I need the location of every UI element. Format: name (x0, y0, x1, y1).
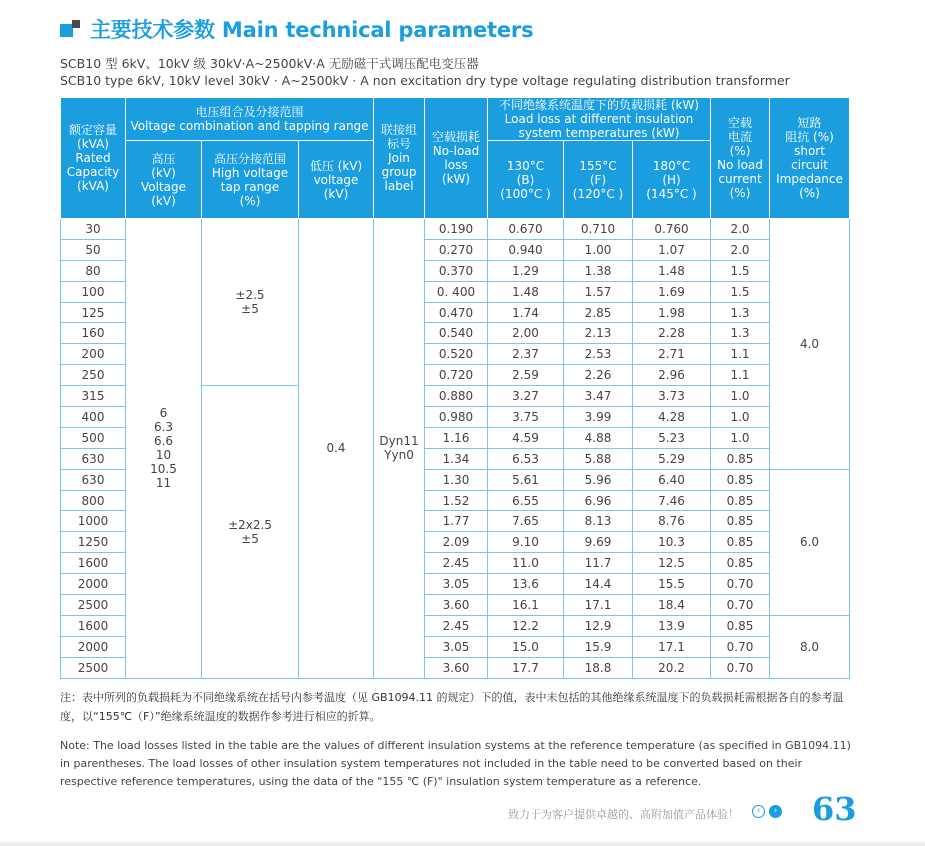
cell-capacity: 160 (61, 323, 126, 344)
header-no-load-loss: 空载损耗 No-load loss (kW) (425, 98, 488, 219)
cell-tap-range-b: ±2x2.5 ±5 (202, 386, 299, 678)
cell-load-loss-b: 9.10 (488, 532, 564, 553)
cell-load-loss-b: 15.0 (488, 636, 564, 657)
cell-no-load-loss: 0.880 (425, 386, 488, 407)
cell-no-load-loss: 3.05 (425, 574, 488, 595)
note-chinese: 注：表中所列的负载损耗为不同绝缘系统在括号内参考温度（见 GB1094.11 的规定）下的值，表中未包括的其他绝缘系统温度下的负载损耗需根据各自的参考温度，以“155℃（F）”绝缘系统温度的数据作参考进行相应的折算。 (60, 691, 844, 723)
cell-capacity: 125 (61, 302, 126, 323)
cell-capacity: 80 (61, 260, 126, 281)
header-high-voltage: 高压 (kV) Voltage (kV) (126, 141, 202, 219)
cell-load-loss-h: 5.23 (633, 427, 711, 448)
cell-load-loss-f: 14.4 (564, 574, 633, 595)
subtitle-cn: SCB10 型 6kV、10kV 级 30kV·A~2500kV·A 无励磁干式调压配电变压器 (60, 56, 479, 71)
page-heading (60, 14, 533, 44)
cell-load-loss-b: 5.61 (488, 469, 564, 490)
header-temp-f: 155°C (F) (120°C ) (564, 141, 633, 219)
cell-capacity: 315 (61, 386, 126, 407)
cell-load-loss-b: 13.6 (488, 574, 564, 595)
cell-load-loss-b: 4.59 (488, 427, 564, 448)
cell-no-load-current: 1.0 (711, 407, 770, 428)
cell-capacity: 1250 (61, 532, 126, 553)
cell-capacity: 500 (61, 427, 126, 448)
cell-load-loss-b: 17.7 (488, 657, 564, 678)
note-english: Note: The load losses listed in the table are the values of different insulation systems at the reference temperature (as specified in GB1094.11) in parentheses. The load losses of other insulation system temperatures not included in the table need to be converted based on their respective reference temperatures, using the data of the "155 ℃ (F)" insulation system temperature as a reference. (60, 739, 851, 788)
header-rated-capacity: 额定容量 (kVA) Rated Capacity (kVA) (61, 98, 126, 219)
cell-tap-range-a: ±2.5 ±5 (202, 219, 299, 386)
cell-load-loss-f: 9.69 (564, 532, 633, 553)
cell-load-loss-b: 2.37 (488, 344, 564, 365)
cell-low-voltage: 0.4 (299, 219, 374, 679)
cell-load-loss-f: 17.1 (564, 595, 633, 616)
cell-no-load-current: 2.0 (711, 219, 770, 240)
cell-load-loss-b: 2.00 (488, 323, 564, 344)
cell-load-loss-h: 0.760 (633, 219, 711, 240)
cell-capacity: 2000 (61, 574, 126, 595)
cell-no-load-loss: 0.540 (425, 323, 488, 344)
cell-no-load-current: 0.85 (711, 469, 770, 490)
cell-capacity: 200 (61, 344, 126, 365)
header-voltage-group: 电压组合及分接范围 Voltage combination and tapping range (126, 98, 374, 141)
cell-no-load-loss: 0.270 (425, 239, 488, 260)
cell-load-loss-b: 0.670 (488, 219, 564, 240)
header-impedance: 短路 阻抗 (%) short circuit Impedance (%) (770, 98, 850, 219)
cell-no-load-current: 1.5 (711, 281, 770, 302)
cell-no-load-loss: 0.520 (425, 344, 488, 365)
cell-no-load-current: 0.85 (711, 448, 770, 469)
cell-no-load-current: 1.1 (711, 344, 770, 365)
cell-no-load-loss: 3.60 (425, 595, 488, 616)
cell-load-loss-f: 2.85 (564, 302, 633, 323)
cell-load-loss-f: 0.710 (564, 219, 633, 240)
header-join-group: 联接组 标号 Join group label (374, 98, 425, 219)
cell-load-loss-h: 10.3 (633, 532, 711, 553)
cell-load-loss-h: 8.76 (633, 511, 711, 532)
cell-load-loss-h: 17.1 (633, 636, 711, 657)
cell-load-loss-f: 5.96 (564, 469, 633, 490)
cell-no-load-current: 1.5 (711, 260, 770, 281)
cell-no-load-current: 1.1 (711, 365, 770, 386)
cell-load-loss-f: 3.99 (564, 407, 633, 428)
cell-no-load-loss: 1.52 (425, 490, 488, 511)
cell-load-loss-f: 5.88 (564, 448, 633, 469)
cell-capacity: 630 (61, 448, 126, 469)
cell-no-load-loss: 0.720 (425, 365, 488, 386)
cell-load-loss-f: 1.00 (564, 239, 633, 260)
cell-load-loss-f: 2.13 (564, 323, 633, 344)
cell-load-loss-f: 18.8 (564, 657, 633, 678)
cell-no-load-current: 0.70 (711, 574, 770, 595)
cell-capacity: 100 (61, 281, 126, 302)
cell-no-load-loss: 2.45 (425, 553, 488, 574)
cell-load-loss-b: 3.27 (488, 386, 564, 407)
cell-no-load-loss: 2.09 (425, 532, 488, 553)
cell-load-loss-b: 0.940 (488, 239, 564, 260)
arrow-left-circle-icon[interactable]: ‹ (752, 805, 765, 818)
cell-load-loss-b: 1.48 (488, 281, 564, 302)
parameters-table (60, 97, 850, 679)
cell-load-loss-b: 11.0 (488, 553, 564, 574)
arrow-right-circle-icon[interactable]: › (769, 805, 782, 818)
cell-load-loss-h: 13.9 (633, 615, 711, 636)
page-number: 63 (812, 790, 857, 828)
header-load-loss: 不同绝缘系统温度下的负载损耗 (kW) Load loss at different insulation system temperatures (kW) (488, 98, 711, 141)
cell-no-load-current: 1.3 (711, 323, 770, 344)
header-low-voltage: 低压 (kV) voltage (kV) (299, 141, 374, 219)
cell-no-load-current: 0.70 (711, 636, 770, 657)
cell-no-load-loss: 0. 400 (425, 281, 488, 302)
cell-load-loss-h: 2.96 (633, 365, 711, 386)
cell-load-loss-h: 12.5 (633, 553, 711, 574)
cell-no-load-loss: 1.77 (425, 511, 488, 532)
cell-load-loss-h: 18.4 (633, 595, 711, 616)
cell-no-load-loss: 3.60 (425, 657, 488, 678)
cell-no-load-current: 0.70 (711, 657, 770, 678)
cell-no-load-current: 1.0 (711, 427, 770, 448)
cell-capacity: 630 (61, 469, 126, 490)
cell-load-loss-f: 1.38 (564, 260, 633, 281)
header-temp-b: 130°C (B) (100°C ) (488, 141, 564, 219)
cell-capacity: 2500 (61, 657, 126, 678)
cell-no-load-loss: 0.980 (425, 407, 488, 428)
header-temp-h: 180°C (H) (145°C ) (633, 141, 711, 219)
cell-load-loss-b: 12.2 (488, 615, 564, 636)
cell-load-loss-f: 4.88 (564, 427, 633, 448)
header-no-load-current: 空载 电流 (%) No load current (%) (711, 98, 770, 219)
cell-load-loss-f: 2.26 (564, 365, 633, 386)
cell-no-load-loss: 2.45 (425, 615, 488, 636)
cell-no-load-loss: 1.30 (425, 469, 488, 490)
cell-load-loss-b: 6.53 (488, 448, 564, 469)
cell-no-load-current: 0.85 (711, 490, 770, 511)
cell-load-loss-b: 2.59 (488, 365, 564, 386)
cell-capacity: 50 (61, 239, 126, 260)
cell-no-load-loss: 0.370 (425, 260, 488, 281)
cell-load-loss-h: 2.28 (633, 323, 711, 344)
cell-load-loss-h: 2.71 (633, 344, 711, 365)
cell-impedance-group-1: 4.0 (770, 219, 850, 470)
cell-capacity: 250 (61, 365, 126, 386)
cell-load-loss-f: 11.7 (564, 553, 633, 574)
bottom-divider (0, 842, 925, 846)
cell-no-load-current: 1.0 (711, 386, 770, 407)
cell-capacity: 2000 (61, 636, 126, 657)
cell-capacity: 800 (61, 490, 126, 511)
cell-no-load-current: 0.85 (711, 615, 770, 636)
cell-load-loss-h: 6.40 (633, 469, 711, 490)
cell-load-loss-h: 1.07 (633, 239, 711, 260)
cell-capacity: 1000 (61, 511, 126, 532)
cell-capacity: 1600 (61, 615, 126, 636)
table-row (61, 219, 850, 240)
footer-slogan: 致力于为客户提供卓越的、高附加值产品体验！ (508, 808, 739, 821)
cell-load-loss-h: 1.48 (633, 260, 711, 281)
cell-impedance-group-2: 6.0 (770, 469, 850, 615)
cell-no-load-loss: 0.470 (425, 302, 488, 323)
cell-no-load-current: 0.70 (711, 595, 770, 616)
cell-no-load-current: 0.85 (711, 532, 770, 553)
cell-load-loss-b: 1.29 (488, 260, 564, 281)
cell-load-loss-f: 15.9 (564, 636, 633, 657)
cell-load-loss-h: 15.5 (633, 574, 711, 595)
cell-load-loss-f: 8.13 (564, 511, 633, 532)
cell-no-load-loss: 1.34 (425, 448, 488, 469)
cell-load-loss-h: 1.69 (633, 281, 711, 302)
cell-load-loss-f: 1.57 (564, 281, 633, 302)
cell-high-voltage: 6 6.3 6.6 10 10.5 11 (126, 219, 202, 679)
cell-load-loss-f: 2.53 (564, 344, 633, 365)
cell-load-loss-b: 16.1 (488, 595, 564, 616)
cell-capacity: 400 (61, 407, 126, 428)
cell-no-load-current: 0.85 (711, 553, 770, 574)
subtitle-en: SCB10 type 6kV, 10kV level 30kV · A~2500kV · A non excitation dry type voltage regulating distribution transformer (60, 73, 790, 88)
cell-load-loss-h: 5.29 (633, 448, 711, 469)
cell-load-loss-h: 1.98 (633, 302, 711, 323)
cell-load-loss-f: 6.96 (564, 490, 633, 511)
page-title: 主要技术参数 Main technical parameters (90, 18, 534, 42)
footer-nav (752, 805, 782, 818)
cell-no-load-current: 0.85 (711, 511, 770, 532)
cell-no-load-current: 2.0 (711, 239, 770, 260)
cell-no-load-loss: 0.190 (425, 219, 488, 240)
cell-capacity: 2500 (61, 595, 126, 616)
cell-load-loss-h: 7.46 (633, 490, 711, 511)
cell-no-load-loss: 3.05 (425, 636, 488, 657)
cell-load-loss-h: 3.73 (633, 386, 711, 407)
cell-impedance-group-3: 8.0 (770, 615, 850, 678)
cell-no-load-current: 1.3 (711, 302, 770, 323)
cell-join-group: Dyn11 Yyn0 (374, 219, 425, 679)
cell-load-loss-h: 4.28 (633, 407, 711, 428)
cell-load-loss-b: 6.55 (488, 490, 564, 511)
cell-load-loss-b: 3.75 (488, 407, 564, 428)
cell-load-loss-h: 20.2 (633, 657, 711, 678)
header-tap-range: 高压分接范围 High voltage tap range (%) (202, 141, 299, 219)
cell-capacity: 1600 (61, 553, 126, 574)
cell-load-loss-f: 3.47 (564, 386, 633, 407)
cell-load-loss-b: 1.74 (488, 302, 564, 323)
cell-capacity: 30 (61, 219, 126, 240)
title-square-icon (60, 18, 82, 40)
cell-load-loss-b: 7.65 (488, 511, 564, 532)
cell-load-loss-f: 12.9 (564, 615, 633, 636)
cell-no-load-loss: 1.16 (425, 427, 488, 448)
